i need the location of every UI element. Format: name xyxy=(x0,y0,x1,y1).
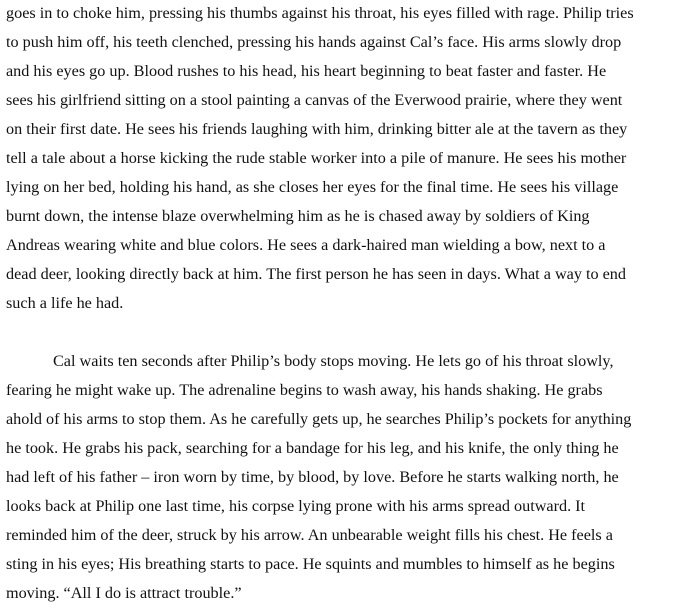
text-line: had left of his father – iron worn by time, by blood, by love. Before he starts walking north, he xyxy=(6,468,619,486)
text-line: fearing he might wake up. The adrenaline begins to wash away, his hands shaking. He grabs xyxy=(6,381,603,399)
text-line: Cal waits ten seconds after Philip’s body stops moving. He lets go of his throat slowly, xyxy=(53,352,614,370)
text-line: Andreas wearing white and blue colors. He sees a dark-haired man wielding a bow, next to a xyxy=(6,236,606,254)
text-line: such a life he had. xyxy=(6,294,124,312)
text-line: moving. “All I do is attract trouble.” xyxy=(6,584,242,602)
text-line: on their first date. He sees his friends laughing with him, drinking bitter ale at the tavern as they xyxy=(6,120,628,138)
text-line: dead deer, looking directly back at him. The first person he has seen in days. What a way to end xyxy=(6,265,626,283)
text-line: burnt down, the intense blaze overwhelming him as he is chased away by soldiers of King xyxy=(6,207,590,225)
text-line: reminded him of the deer, struck by his arrow. An unbearable weight fills his chest. He feels a xyxy=(6,526,613,544)
text-line: lying on her bed, holding his hand, as she closes her eyes for the final time. He sees his village xyxy=(6,178,619,196)
text-line: he took. He grabs his pack, searching for a bandage for his leg, and his knife, the only thing he xyxy=(6,439,619,457)
text-line: sting in his eyes; His breathing starts to pace. He squints and mumbles to himself as he begins xyxy=(6,555,615,573)
text-line: tell a tale about a horse kicking the rude stable worker into a pile of manure. He sees his mother xyxy=(6,149,627,167)
text-line: to push him off, his teeth clenched, pressing his hands against Cal’s face. His arms slowly drop xyxy=(6,33,622,51)
text-line: sees his girlfriend sitting on a stool painting a canvas of the Everwood prairie, where they went xyxy=(6,91,623,109)
text-line: ahold of his arms to stop them. As he carefully gets up, he searches Philip’s pockets for anything xyxy=(6,410,632,428)
text-line: goes in to choke him, pressing his thumbs against his throat, his eyes filled with rage. Philip tries xyxy=(6,4,634,22)
text-line: looks back at Philip one last time, his corpse lying prone with his arms spread outward. It xyxy=(6,497,586,515)
text-line: and his eyes go up. Blood rushes to his head, his heart beginning to beat faster and faster. He xyxy=(6,62,607,80)
